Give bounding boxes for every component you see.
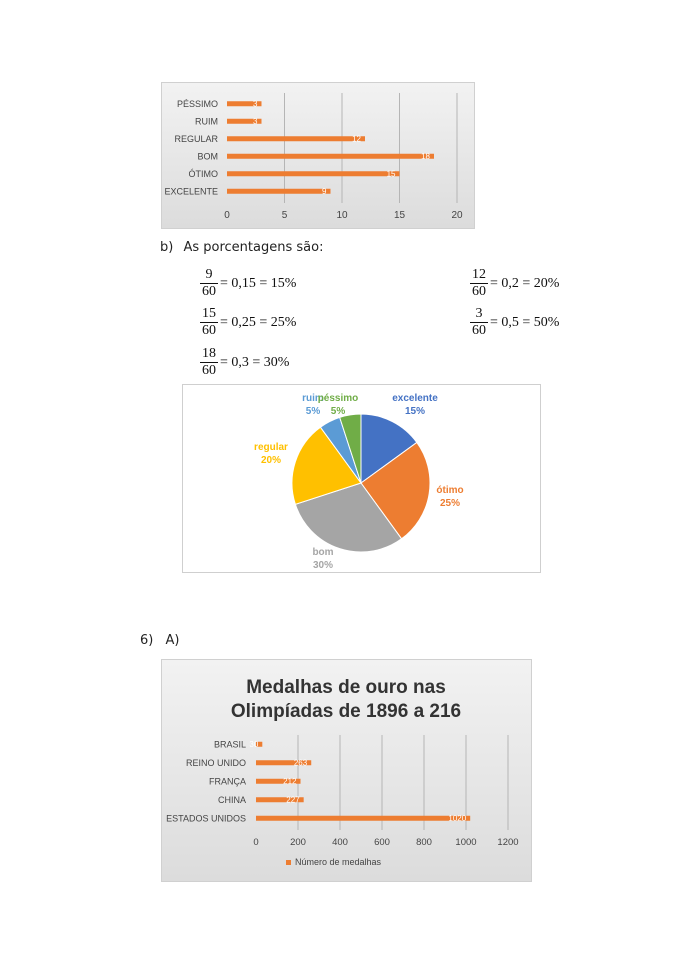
x-tick-label: 200 [290, 837, 306, 848]
chart-title-line2: Olimpíadas de 1896 a 216 [230, 701, 462, 722]
legend-label: Número de medalhas [295, 857, 382, 867]
formula-numerator: 15 [202, 306, 216, 321]
section-6-label: 6) [140, 633, 154, 648]
formula-result: = 0,15 = 15% [220, 275, 297, 291]
bar [256, 814, 470, 824]
section-6-text: A) [165, 633, 180, 648]
category-label: ÓTIMO [188, 168, 218, 179]
formula-9-60 [200, 267, 296, 300]
x-tick-label: 20 [451, 210, 463, 221]
formula-12-60 [470, 267, 559, 300]
pie-slice-label: péssimo [317, 393, 359, 404]
formula-result: = 0,2 = 20% [490, 275, 560, 291]
x-tick-label: 5 [281, 210, 288, 221]
x-tick-label: 1200 [497, 837, 519, 848]
bar-value-label: 212 [283, 777, 297, 787]
legend-swatch [286, 860, 291, 865]
bar-value-label: 227 [286, 795, 300, 805]
formula-18-60 [200, 346, 289, 379]
x-tick-label: 1000 [455, 837, 477, 848]
formula-denominator: 60 [202, 284, 216, 299]
category-label: CHINA [217, 794, 246, 805]
x-tick-label: 0 [253, 837, 259, 848]
x-tick-label: 0 [224, 210, 230, 221]
formula-denominator: 60 [202, 323, 216, 338]
bar-value-label: 263 [293, 758, 308, 768]
section-b [160, 240, 323, 255]
category-label: REGULAR [174, 133, 218, 144]
bar-value-label: 18 [421, 152, 430, 162]
pie-slice-label: excelente [392, 393, 438, 404]
bar-value-label: 9 [322, 187, 327, 197]
bar-value-label: 12 [352, 134, 361, 144]
bar-value-label: 30 [249, 740, 259, 750]
medals-bar-chart-panel [161, 659, 532, 882]
formula-denominator: 60 [472, 323, 486, 338]
rating-bar-chart [162, 83, 474, 228]
category-label: ESTADOS UNIDOS [166, 813, 246, 824]
rating-bar-chart-panel [161, 82, 475, 229]
x-tick-label: 800 [416, 837, 432, 848]
bar-value-label: 3 [253, 99, 258, 109]
bar [227, 152, 434, 162]
x-tick-label: 15 [393, 210, 406, 221]
formula-numerator: 12 [472, 267, 486, 282]
bar-value-label: 3 [253, 117, 258, 127]
bar-value-label: 1020 [448, 814, 467, 824]
pie-slice-percent: 5% [330, 406, 346, 417]
bar [227, 187, 331, 197]
category-label: REINO UNIDO [185, 757, 246, 768]
x-tick-label: 600 [374, 837, 390, 848]
x-tick-label: 10 [336, 210, 348, 221]
category-label: BRASIL [213, 739, 246, 750]
bar-value-label: 15 [386, 169, 396, 179]
formula-3-60 [470, 306, 559, 339]
pie-slice-label: ótimo [436, 485, 464, 496]
pie-slice-percent: 20% [260, 455, 282, 466]
pie-slice-percent: 5% [305, 406, 321, 417]
formula-result: = 0,25 = 25% [220, 314, 297, 330]
formula-numerator: 9 [200, 267, 218, 284]
category-label: FRANÇA [208, 776, 246, 787]
x-tick-label: 400 [332, 837, 348, 848]
category-label: BOM [197, 151, 218, 162]
section-b-label: b) [160, 240, 174, 255]
bar [227, 171, 400, 176]
category-label: EXCELENTE [164, 186, 218, 197]
bar [227, 136, 365, 141]
rating-pie-chart [183, 385, 540, 572]
pie-slice-label: bom [312, 547, 334, 558]
formula-numerator: 3 [470, 306, 488, 323]
medals-bar-chart [162, 660, 531, 881]
formula-result: = 0,5 = 50% [490, 314, 560, 330]
section-6 [140, 633, 179, 648]
category-label: PÉSSIMO [176, 98, 218, 109]
rating-pie-chart-panel [182, 384, 541, 573]
pie-slice-percent: 15% [404, 406, 426, 417]
pie-slice-percent: 25% [439, 498, 461, 509]
section-b-text: As porcentagens são: [183, 240, 324, 255]
formula-denominator: 60 [472, 284, 486, 299]
formula-15-60 [200, 306, 296, 339]
pie-slice-percent: 30% [312, 560, 334, 571]
formula-numerator: 18 [202, 346, 216, 361]
category-label: RUIM [195, 116, 218, 127]
pie-slice-label: regular [254, 442, 288, 453]
formula-result: = 0,3 = 30% [220, 354, 290, 370]
formula-denominator: 60 [202, 363, 216, 378]
pie-slice-label: ruim [302, 393, 324, 404]
chart-title-line1: Medalhas de ouro nas [246, 677, 446, 698]
